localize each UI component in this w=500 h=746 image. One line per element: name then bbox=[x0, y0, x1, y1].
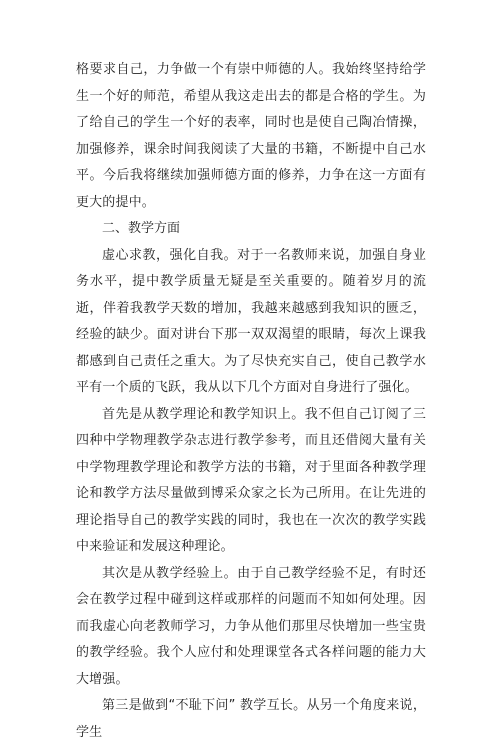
paragraph-ethics-continued: 格要求自己，力争做一个有崇中师德的人。我始终坚持给学生一个好的师范，希望从我这走出去的都是合格的学生。为了给自己的学生一个好的表率，同时也是使自己陶冶情操，加强修养，课余时间我阅读了大量的书籍，不断提中自己水平。今后我将继续加强师德方面的修养，力争在这一方面有更大的提中。 bbox=[76, 62, 426, 210]
paragraph-self-improvement: 虚心求教，强化自我。对于一名教师来说，加强自身业务水平，提中教学质量无疑是至关重要的。随着岁月的流逝，伴着我教学天数的增加，我越来越感到我知识的匮乏，经验的缺少。面对讲台下那一双双渴望的眼睛，每次上课我都感到自己责任之重大。为了尽快充实自己，使自己教学水平有一个质的飞跃，我从以下几个方面对自身进行了强化。 bbox=[76, 247, 426, 395]
section-heading-teaching: 二、教学方面 bbox=[102, 221, 181, 236]
document-page bbox=[76, 57, 426, 746]
paragraph-teaching-experience: 其次是从教学经验上。由于自己教学经验不足，有时还会在教学过程中碰到这样或那样的问题而不知如何处理。因而我虚心向老教师学习，力争从他们那里尽快增加一些宝贵的教学经验。我个人应付和处理课堂各式各样问题的能力大大增强。 bbox=[76, 565, 426, 687]
paragraph-ask-humbly: 第三是做到“不耻下问” 教学互长。从另一个角度来说，学生 bbox=[76, 698, 426, 740]
paragraph-theory-knowledge: 首先是从教学理论和教学知识上。我不但自己订阅了三四种中学物理教学杂志进行教学参考，而且还借阅大量有关中学物理教学理论和教学方法的书籍，对于里面各种教学理论和教学方法尽量做到博采众家之长为己所用。在让先进的理论指导自己的教学实践的同时，我也在一次次的教学实践中来验证和发展这种理论。 bbox=[76, 406, 426, 554]
